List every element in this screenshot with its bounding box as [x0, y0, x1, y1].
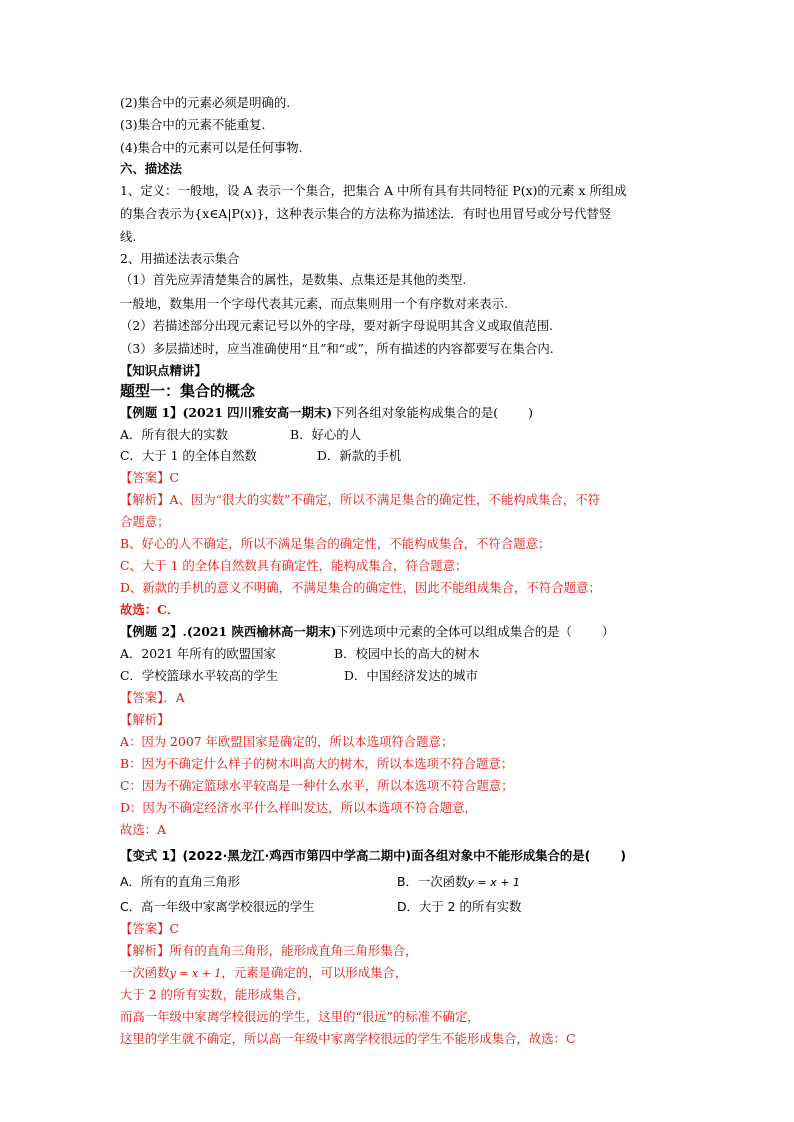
- variation-1-analysis-1: 【解析】所有的直角三角形，能形成直角三角形集合，: [120, 943, 418, 958]
- example-2-analysis-heading: 【解析】: [120, 712, 170, 727]
- example-1-option-a: A．所有很大的实数: [120, 427, 229, 442]
- example-1-options-ab: [120, 425, 362, 445]
- example-1-answer: 【答案】C: [120, 470, 180, 485]
- variation-1-option-c: C．高一年级中家离学校很远的学生: [120, 899, 315, 914]
- variation-1-option-b: B．一次函数: [397, 874, 468, 889]
- example-2-answer: 【答案】．A: [120, 690, 185, 705]
- example-1-analysis-1: 【解析】A、因为“很大的实数”不确定，所以不满足集合的确定性，不能构成集合，不符: [120, 492, 601, 507]
- example-1-analysis-2: B、好心的人不确定，所以不满足集合的确定性，不能构成集合，不符合题意；: [120, 536, 551, 551]
- variation-1-close: ): [620, 848, 627, 863]
- variation-1-analysis-2-pre: 一次函数: [120, 965, 170, 980]
- example-2-analysis-4: D：因为不确定经济水平什么样叫发达，所以本选项不符合题意，: [120, 800, 477, 815]
- definition-line-1: 1、定义：一般地，设 A 表示一个集合，把集合 A 中所有具有共同特征 P(x)的元素 x 所组成: [120, 183, 627, 198]
- knowledge-heading: 【知识点精讲】: [120, 363, 207, 378]
- variation-1-analysis-2: [120, 963, 407, 984]
- example-1-question: [120, 403, 533, 423]
- example-2-label: 【例题 2】.: [120, 624, 187, 639]
- example-2-option-d: D．中国经济发达的城市: [344, 668, 478, 683]
- example-2-source: (2021 陕西榆林高一期末): [186, 624, 337, 639]
- example-1-option-c: C．大于 1 的全体自然数: [120, 448, 257, 463]
- variation-1-options-cd: [120, 897, 522, 917]
- example-2-analysis-1: A：因为 2007 年欧盟国家是确定的，所以本选项符合题意；: [120, 734, 454, 749]
- property-2: (2)集合中的元素必须是明确的.: [120, 95, 291, 110]
- variation-1-option-b-wrap: [397, 872, 520, 893]
- variation-1-option-d: D．大于 2 的所有实数: [397, 899, 522, 914]
- example-2-options-cd: [120, 666, 478, 686]
- example-1-source: (2021 四川雅安高一期末): [182, 405, 333, 420]
- variation-1-options-ab: [120, 872, 520, 892]
- variation-1-analysis-4: 而高一年级中家离学校很远的学生，这里的“很远”的标准不确定，: [120, 1009, 480, 1024]
- variation-1-analysis-3: 大于 2 的所有实数，能形成集合，: [120, 987, 310, 1002]
- variation-1-text: 面各组对象中不能形成集合的是(: [411, 848, 591, 863]
- example-1-text: 下列各组对象能构成集合的是(: [332, 405, 499, 420]
- property-4: (4)集合中的元素可以是任何事物.: [120, 140, 303, 155]
- definition-line-3: 线.: [120, 229, 137, 244]
- variation-1-analysis-2-post: ，元素是确定的，可以形成集合，: [221, 965, 408, 980]
- variation-1-question: [120, 846, 626, 866]
- example-1-option-b: B．好心的人: [290, 427, 362, 442]
- usage-step-1: （1）首先应弄清楚集合的属性，是数集、点集还是其他的类型.: [120, 272, 467, 287]
- example-2-close: ）: [601, 624, 615, 639]
- example-2-conclusion: 故选：A: [120, 822, 167, 837]
- example-2-option-b: B．校园中长的高大的树木: [334, 646, 480, 661]
- variation-1-label: 【变式 1】: [120, 848, 183, 863]
- example-1-options-cd: [120, 446, 402, 466]
- usage-heading: 2、用描述法表示集合: [120, 251, 240, 266]
- variation-1-option-a: A．所有的直角三角形: [120, 874, 240, 889]
- example-2-analysis-2: B：因为不确定什么样子的树木叫高大的树木，所以本选项不符合题意；: [120, 756, 514, 771]
- variation-1-source: (2022·黑龙江·鸡西市第四中学高二期中): [182, 848, 412, 863]
- example-1-analysis-1b: 合题意；: [120, 514, 170, 529]
- usage-step-3: （3）多层描述时，应当准确使用“且”和“或”，所有描述的内容都要写在集合内.: [120, 341, 554, 356]
- variation-1-analysis-5: 这里的学生就不确定，所以高一年级中家离学校很远的学生不能形成集合，故选：C: [120, 1031, 576, 1046]
- variation-1-analysis-2-formula: y = x + 1: [169, 967, 222, 980]
- variation-1-option-b-formula: y = x + 1: [467, 876, 520, 889]
- variation-1-answer: 【答案】C: [120, 921, 180, 936]
- example-1-close: ): [528, 405, 533, 420]
- example-1-option-d: D．新款的手机: [317, 448, 402, 463]
- example-2-question: [120, 622, 614, 642]
- example-2-options-ab: [120, 644, 480, 664]
- example-1-conclusion: 故选：C．: [120, 602, 180, 617]
- definition-line-2: 的集合表示为{x∈A|P(x)}，这种表示集合的方法称为描述法．有时也用冒号或分号代替竖: [120, 206, 612, 221]
- property-3: (3)集合中的元素不能重复.: [120, 117, 266, 132]
- example-1-label: 【例题 1】: [120, 405, 183, 420]
- example-2-option-a: A．2021 年所有的欧盟国家: [120, 646, 276, 661]
- example-1-analysis-4: D、新款的手机的意义不明确，不满足集合的确定性，因此不能组成集合，不符合题意；: [120, 580, 601, 595]
- question-type-heading: 题型一：集合的概念: [120, 382, 256, 400]
- example-2-analysis-3: C：因为不确定篮球水平较高是一种什么水平，所以本选项不符合题意；: [120, 778, 514, 793]
- section-heading-describe: 六、描述法: [120, 161, 182, 176]
- usage-step-2: （2）若描述部分出现元素记号以外的字母，要对新字母说明其含义或取值范围.: [120, 318, 554, 333]
- example-1-analysis-3: C、大于 1 的全体自然数具有确定性，能构成集合，符合题意；: [120, 558, 468, 573]
- example-2-option-c: C．学校篮球水平较高的学生: [120, 668, 279, 683]
- usage-step-1-note: 一般地，数集用一个字母代表其元素，而点集则用一个有序数对来表示.: [120, 296, 509, 311]
- example-2-text: 下列选项中元素的全体可以组成集合的是（: [336, 624, 572, 639]
